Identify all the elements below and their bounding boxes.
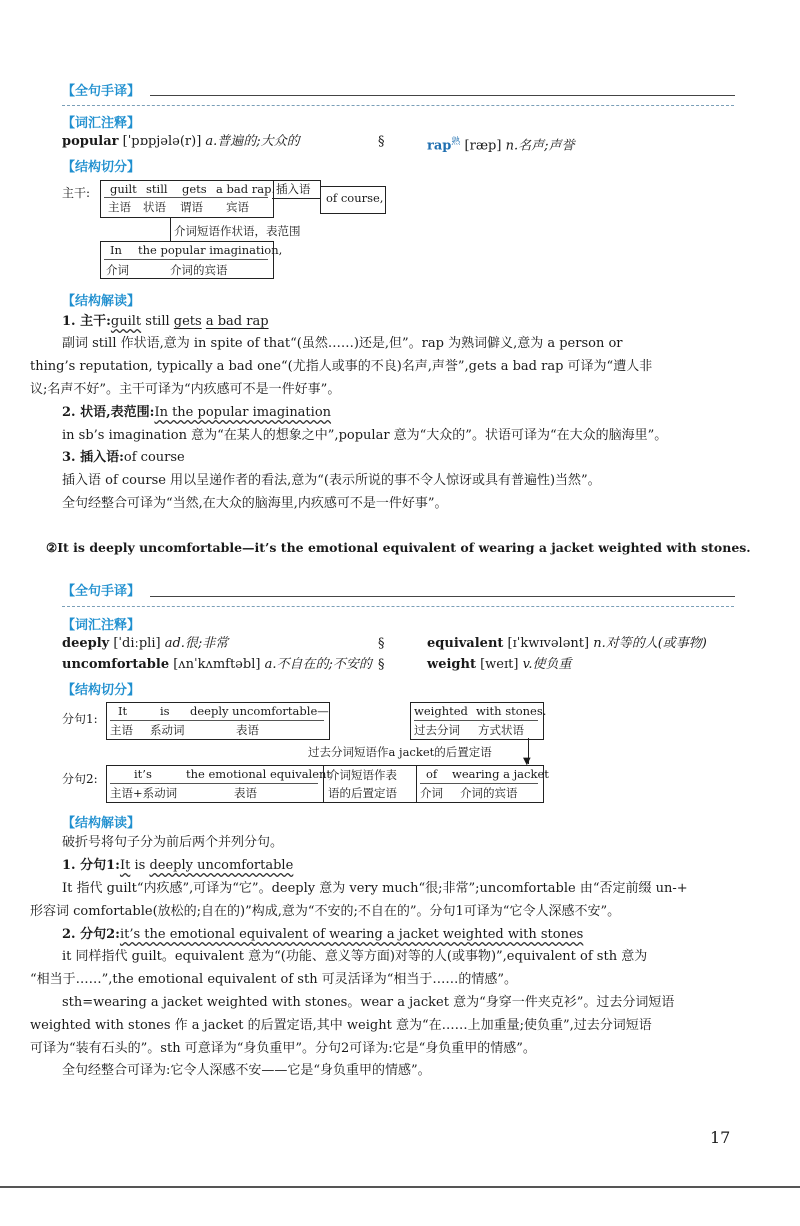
clause-2-line-2: “相当于……”,the emotional equivalent of sth 可灵活译为“相当于……的情感”。 bbox=[30, 972, 517, 987]
heading-translate-1: 【全句手译】 bbox=[62, 84, 141, 99]
insert-label: 插入语 bbox=[276, 182, 311, 196]
clause-2-line-1: it 同样指代 guilt。equivalent 意为“(功能、意义等方面)对等的人(或事物)”,equivalent of sth 意为 bbox=[62, 949, 648, 964]
answer-line-1 bbox=[150, 95, 735, 96]
role-c1-linking-verb: 系动词 bbox=[150, 723, 185, 737]
prep-connector bbox=[170, 217, 171, 241]
role-subject: 主语 bbox=[108, 200, 131, 214]
point-3-title: 3. 插入语:of course bbox=[62, 450, 185, 465]
point-1-title: 1. 主干:guilt still gets a bad rap bbox=[62, 314, 269, 329]
sth-line-2: weighted with stones 作 a jacket 的后置定语,其中 weight 意为“在……上加重量;使负重”,过去分词短语 bbox=[30, 1018, 652, 1033]
pp-note-line-1: 介词短语作表 bbox=[328, 768, 397, 782]
point-2-title: 2. 状语,表范围:In the popular imagination bbox=[62, 405, 332, 420]
word-guilt: guilt bbox=[110, 182, 137, 196]
weighted-underline bbox=[414, 720, 538, 721]
vocab-divider-symbol: § bbox=[378, 134, 385, 149]
vocab-item-uncomfortable: uncomfortable [ʌnˈkʌmftəbl] a.不自在的;不安的 bbox=[62, 657, 372, 672]
intro-text: 破折号将句子分为前后两个并列分句。 bbox=[62, 835, 284, 850]
word-is: is bbox=[160, 704, 170, 718]
summary-1: 全句经整合可译为“当然,在大众的脑海里,内疚感可不是一件好事”。 bbox=[62, 496, 448, 511]
word-in: In bbox=[110, 243, 122, 257]
role-pp-prep: 介词 bbox=[420, 786, 443, 800]
divider-dash bbox=[62, 105, 734, 106]
page-number: 17 bbox=[710, 1128, 731, 1147]
word-with-stones: with stones. bbox=[476, 704, 547, 718]
heading-vocab-2: 【词汇注释】 bbox=[62, 618, 141, 633]
vocab-item-rap: rap$^熟$ [ræp] n.名声;声誉 bbox=[427, 137, 575, 154]
role-pp-object: 介词的宾语 bbox=[460, 786, 518, 800]
role-c2-predicative: 表语 bbox=[234, 786, 257, 800]
vocab-item-equivalent: equivalent [ɪˈkwɪvələnt] n.对等的人(或事物) bbox=[427, 636, 707, 651]
clause-1-title: 1. 分句1:It is deeply uncomfortable bbox=[62, 858, 294, 873]
clause-2-label: 分句2: bbox=[62, 772, 98, 786]
role-predicate: 谓语 bbox=[180, 200, 203, 214]
word-its: it’s bbox=[134, 767, 152, 781]
prep-note: 介词短语作状语，表范围 bbox=[174, 224, 301, 238]
heading-struct-1: 【结构切分】 bbox=[62, 160, 141, 175]
word-wearing-a-jacket: wearing a jacket bbox=[452, 767, 549, 781]
pp-note-line-2: 语的后置定语 bbox=[328, 786, 397, 800]
sth-line-1: sth=wearing a jacket weighted with stones。wear a jacket 意为“身穿一件夹克衫”。过去分词短语 bbox=[62, 995, 675, 1010]
summary-2: 全句经整合可译为:它令人深感不安——它是“身负重甲的情感”。 bbox=[62, 1063, 431, 1078]
point-1-line-2: thing’s reputation, typically a bad one“(尤指人或事的不良)名声,声誉”,gets a bad rap 可译为“遭人非 bbox=[30, 359, 653, 374]
word-the-emotional-equivalent: the emotional equivalent bbox=[186, 767, 332, 781]
role-adverbial: 状语 bbox=[143, 200, 166, 214]
main-label: 主干: bbox=[62, 186, 91, 200]
word-it: It bbox=[118, 704, 128, 718]
clause-1-label: 分句1: bbox=[62, 712, 98, 726]
clause-1-line-2: 形容词 comfortable(放松的;自在的)”构成,意为“不安的;不自在的”。分句1可译为“它令人深感不安”。 bbox=[30, 904, 621, 919]
heading-explain-2: 【结构解读】 bbox=[62, 816, 141, 831]
point-1-line-1: 副词 still 作状语,意为 in spite of that“(虽然……)还是,但”。rap 为熟词僻义,意为 a person or bbox=[62, 336, 623, 351]
answer-line-2 bbox=[150, 596, 735, 597]
role-object: 宾语 bbox=[226, 200, 249, 214]
heading-translate-2: 【全句手译】 bbox=[62, 584, 141, 599]
insert-text: of course, bbox=[326, 191, 384, 205]
role-prep: 介词 bbox=[106, 263, 129, 277]
clause-1-line-1: It 指代 guilt“内疚感”,可译为“它”。deeply 意为 very much“很;非常”;uncomfortable 由“否定前缀 un-+ bbox=[62, 881, 688, 896]
divider-dash-2 bbox=[62, 606, 734, 607]
sth-line-3: 可译为“装有石头的”。sth 可意译为“身负重甲”。分句2可译为:它是“身负重甲的情感”。 bbox=[30, 1041, 536, 1056]
main-underline bbox=[104, 197, 268, 198]
vocab-item-weight: weight [weɪt] v.使负重 bbox=[427, 657, 572, 672]
vocab-item-deeply: deeply [ˈdiːpli] ad.很;非常 bbox=[62, 636, 229, 651]
clause-2-title: 2. 分句2:it’s the emotional equivalent of wearing a jacket weighted with stones bbox=[62, 927, 584, 942]
role-manner-adverbial: 方式状语 bbox=[478, 723, 524, 737]
sentence-2: ②It is deeply uncomfortable—it’s the emotional equivalent of wearing a jacket weighted with stones. bbox=[46, 540, 751, 555]
word-gets: gets bbox=[182, 182, 207, 196]
role-c1-subject: 主语 bbox=[110, 723, 133, 737]
word-of: of bbox=[426, 767, 438, 781]
role-c2-subject-verb: 主语+系动词 bbox=[110, 786, 178, 800]
word-still: still bbox=[146, 182, 168, 196]
word-a-bad-rap: a bad rap. bbox=[216, 182, 276, 196]
arrow-down-icon: ▼ bbox=[523, 756, 531, 767]
heading-vocab-1: 【词汇注释】 bbox=[62, 116, 141, 131]
word-weighted: weighted bbox=[414, 704, 468, 718]
pp-underline bbox=[420, 783, 538, 784]
weighted-note: 过去分词短语作a jacket的后置定语 bbox=[308, 745, 492, 759]
role-c1-predicative: 表语 bbox=[236, 723, 259, 737]
word-the-popular-imagination: the popular imagination, bbox=[138, 243, 283, 257]
heading-explain-1: 【结构解读】 bbox=[62, 294, 141, 309]
point-2-line-1: in sb’s imagination 意为“在某人的想象之中”,popular 意为“大众的”。状语可译为“在大众的脑海里”。 bbox=[62, 428, 668, 443]
heading-struct-2: 【结构切分】 bbox=[62, 683, 141, 698]
clause-1-underline bbox=[110, 720, 324, 721]
point-3-line-1: 插入语 of course 用以呈递作者的看法,意为“(表示所说的事不令人惊讶或具有普遍性)当然”。 bbox=[62, 473, 601, 488]
prep-underline bbox=[104, 259, 268, 260]
clause-2-underline bbox=[110, 783, 318, 784]
word-deeply-uncomfortable: deeply uncomfortable— bbox=[190, 704, 329, 718]
vocab-divider-symbol-2: § bbox=[378, 636, 385, 651]
vocab-divider-symbol-3: § bbox=[378, 657, 385, 672]
role-past-participle: 过去分词 bbox=[414, 723, 460, 737]
footer-rule bbox=[0, 1186, 800, 1188]
point-1-line-3: 议;名声不好”。主干可译为“内疚感可不是一件好事”。 bbox=[30, 382, 341, 397]
vocab-item-popular: popular [ˈpɒpjələ(r)] a.普遍的;大众的 bbox=[62, 134, 300, 149]
role-prep-object: 介词的宾语 bbox=[170, 263, 228, 277]
